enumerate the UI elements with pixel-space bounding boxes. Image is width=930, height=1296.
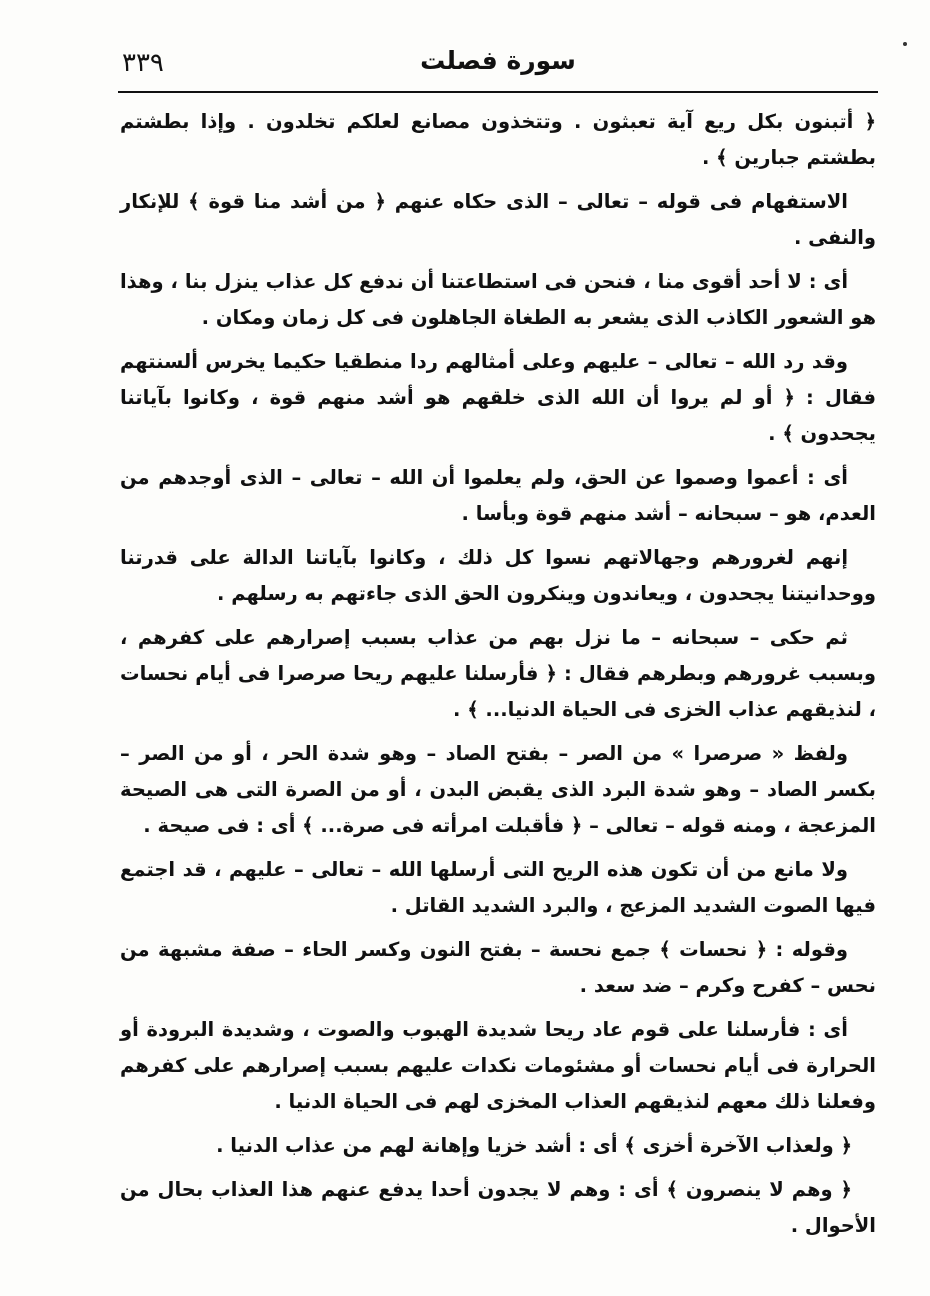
paragraph: ﴿ وهم لا ينصرون ﴾ أى : وهم لا يجدون أحدا يدفع عنهم هذا العذاب بحال من الأحوال . xyxy=(120,1178,876,1237)
paragraph: أى : فأرسلنا على قوم عاد ريحا شديدة الهبوب والصوت ، وشديدة البرودة أو الحرارة فى أيام نحسات أو مشئومات نكدات عليهم بسبب إصرارهم على كفرهم وفعلنا ذلك معهم لنذيقهم العذاب المخزى لهم فى الحياة الدنيا . xyxy=(120,1018,876,1113)
header-rule xyxy=(118,91,878,93)
page-number: ٣٣٩ xyxy=(122,48,164,78)
paragraph: ﴿ أتبنون بكل ريع آية تعبثون . وتتخذون مصانع لعلكم تخلدون . وإذا بطشتم بطشتم جبارين ﴾ . xyxy=(120,110,876,169)
margin-dot xyxy=(903,42,907,46)
paragraph: ولفظ « صرصرا » من الصر – بفتح الصاد – وهو شدة الحر ، أو من الصر – بكسر الصاد – وهو شدة البرد الذى يقبض البدن ، أو من الصرة التى هى الصيحة المزعجة ، ومنه قوله – تعالى – ﴿ فأقبلت امرأته فى صرة... ﴾ أى : فى صيحة . xyxy=(120,742,876,837)
paragraph: أى : أعموا وصموا عن الحق، ولم يعلموا أن الله – تعالى – الذى أوجدهم من العدم، هو – سبحانه – أشد منهم قوة وبأسا . xyxy=(120,466,876,525)
paragraph: وقوله : ﴿ نحسات ﴾ جمع نحسة – بفتح النون وكسر الحاء – صفة مشبهة من نحس – كفرح وكرم – ضد سعد . xyxy=(120,938,876,997)
page-header xyxy=(118,40,878,86)
paragraph: إنهم لغرورهم وجهالاتهم نسوا كل ذلك ، وكانوا بآياتنا الدالة على قدرتنا ووحدانيتنا يجحدون ، ويعاندون وينكرون الحق الذى جاءتهم به رسلهم . xyxy=(120,546,876,605)
paragraph: ولا مانع من أن تكون هذه الريح التى أرسلها الله – تعالى – عليهم ، قد اجتمع فيها الصوت الشديد المزعج ، والبرد الشديد القاتل . xyxy=(120,858,876,917)
paragraph: ﴿ ولعذاب الآخرة أخزى ﴾ أى : أشد خزيا وإهانة لهم من عذاب الدنيا . xyxy=(216,1134,852,1157)
body-text xyxy=(120,104,876,1252)
paragraph: الاستفهام فى قوله – تعالى – الذى حكاه عنهم ﴿ من أشد منا قوة ﴾ للإنكار والنفى . xyxy=(120,190,876,249)
running-title: سورة فصلت xyxy=(420,46,576,75)
paragraph: وقد رد الله – تعالى – عليهم وعلى أمثالهم ردا منطقيا حكيما يخرس ألسنتهم فقال : ﴿ أو لم يروا أن الله الذى خلقهم هو أشد منهم قوة ، وكانوا بآياتنا يجحدون ﴾ . xyxy=(120,350,876,445)
paragraph: ثم حكى – سبحانه – ما نزل بهم من عذاب بسبب إصرارهم على كفرهم ، وبسبب غرورهم وبطرهم فقال : ﴿ فأرسلنا عليهم ريحا صرصرا فى أيام نحسات ، لنذيقهم عذاب الخزى فى الحياة الدنيا... ﴾ . xyxy=(120,626,876,721)
paragraph: أى : لا أحد أقوى منا ، فنحن فى استطاعتنا أن ندفع كل عذاب ينزل بنا ، وهذا هو الشعور الكاذب الذى يشعر به الطغاة الجاهلون فى كل زمان ومكان . xyxy=(120,270,876,329)
